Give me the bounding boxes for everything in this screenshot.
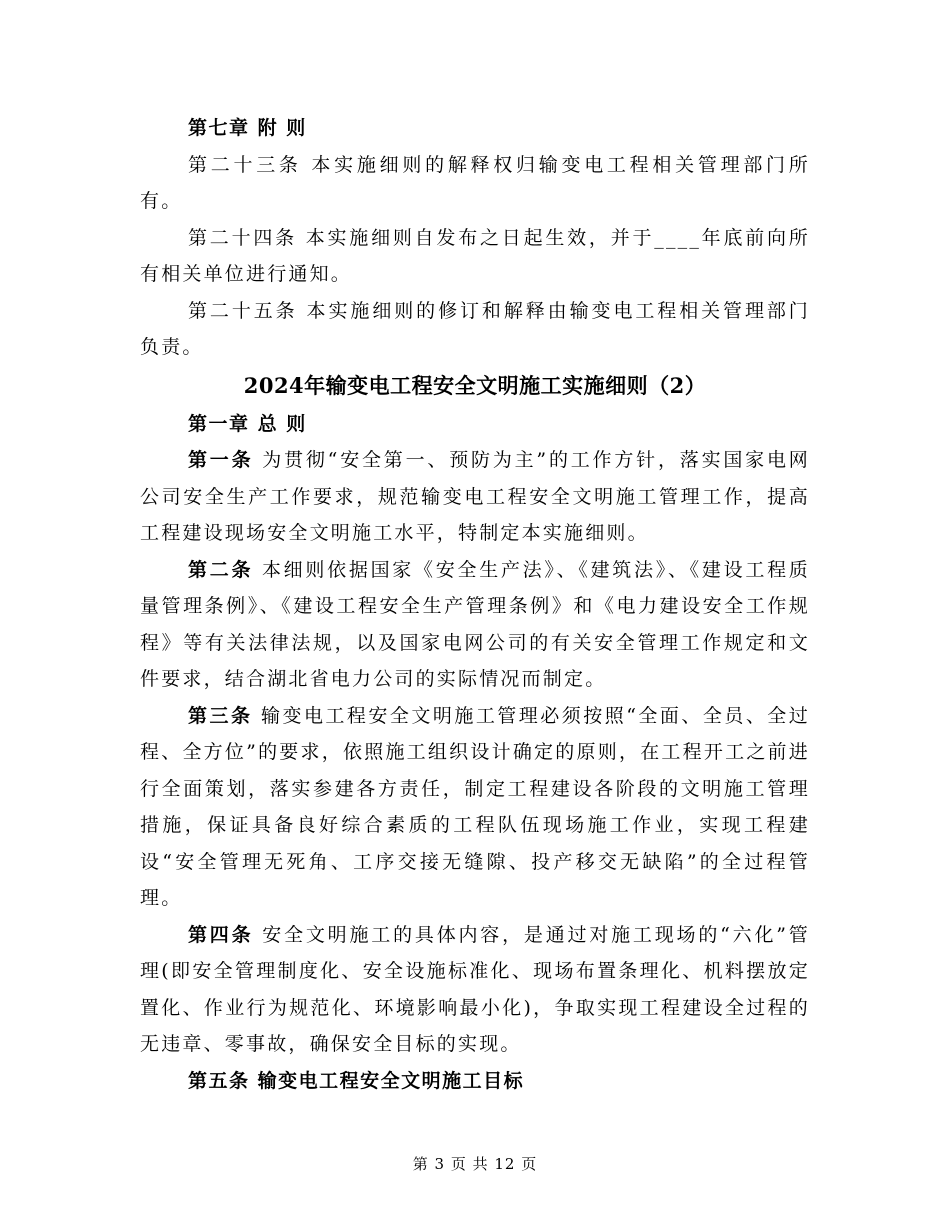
article-4 [140,917,810,1063]
chapter-7-heading: 第七章 附 则 [188,117,307,139]
article-3-label: 第三条 [188,704,253,727]
article-2 [140,552,810,698]
page-footer [0,1153,950,1174]
article-3-text: 输变电工程安全文明施工管理必须按照“全面、全员、全过程、全方位”的要求，依照施工组织设计确定的原则，在工程开工之前进行全面策划，落实参建各方责任，制定工程建设各阶段的文明施工管理措施，保证具备良好综合素质的工程队伍现场施工作业，实现工程建设“安全管理无死角、工序交接无缝隙、投产移交无缺陷”的全过程管理。 [140,704,810,909]
article-3 [140,698,810,917]
article-25: 第二十五条 本实施细则的修订和解释由输变电工程相关管理部门负责。 [140,299,810,358]
document-title: 2024年输变电工程安全文明施工实施细则（2） [243,372,707,398]
article-1 [140,442,810,552]
document-body [140,110,810,1099]
page-number: 第 3 页 共 12 页 [412,1155,538,1173]
article-2-label: 第二条 [188,558,254,581]
article-23: 第二十三条 本实施细则的解释权归输变电工程相关管理部门所有。 [140,153,810,212]
article-24: 第二十四条 本实施细则自发布之日起生效，并于____年底前向所有相关单位进行通知。 [140,226,810,285]
article-1-text: 为贯彻“安全第一、预防为主”的工作方针，落实国家电网公司安全生产工作要求，规范输变电工程安全文明施工管理工作，提高工程建设现场安全文明施工水平，特制定本实施细则。 [140,449,810,544]
article-4-label: 第四条 [188,923,254,946]
article-5-heading: 第五条 输变电工程安全文明施工目标 [188,1069,525,1092]
article-4-text: 安全文明施工的具体内容，是通过对施工现场的“六化”管理(即安全管理制度化、安全设施标准化、现场布置条理化、机料摆放定置化、作业行为规范化、环境影响最小化)，争取实现工程建设全过程的无违章、零事故，确保安全目标的实现。 [140,923,810,1055]
article-1-label: 第一条 [188,449,254,471]
article-2-text: 本细则依据国家《安全生产法》、《建筑法》、《建设工程质量管理条例》、《建设工程安全生产管理条例》和《电力建设安全工作规程》等有关法律法规，以及国家电网公司的有关安全管理工作规定和文件要求，结合湖北省电力公司的实际情况而制定。 [140,558,810,690]
chapter-1-heading: 第一章 总 则 [188,412,307,435]
